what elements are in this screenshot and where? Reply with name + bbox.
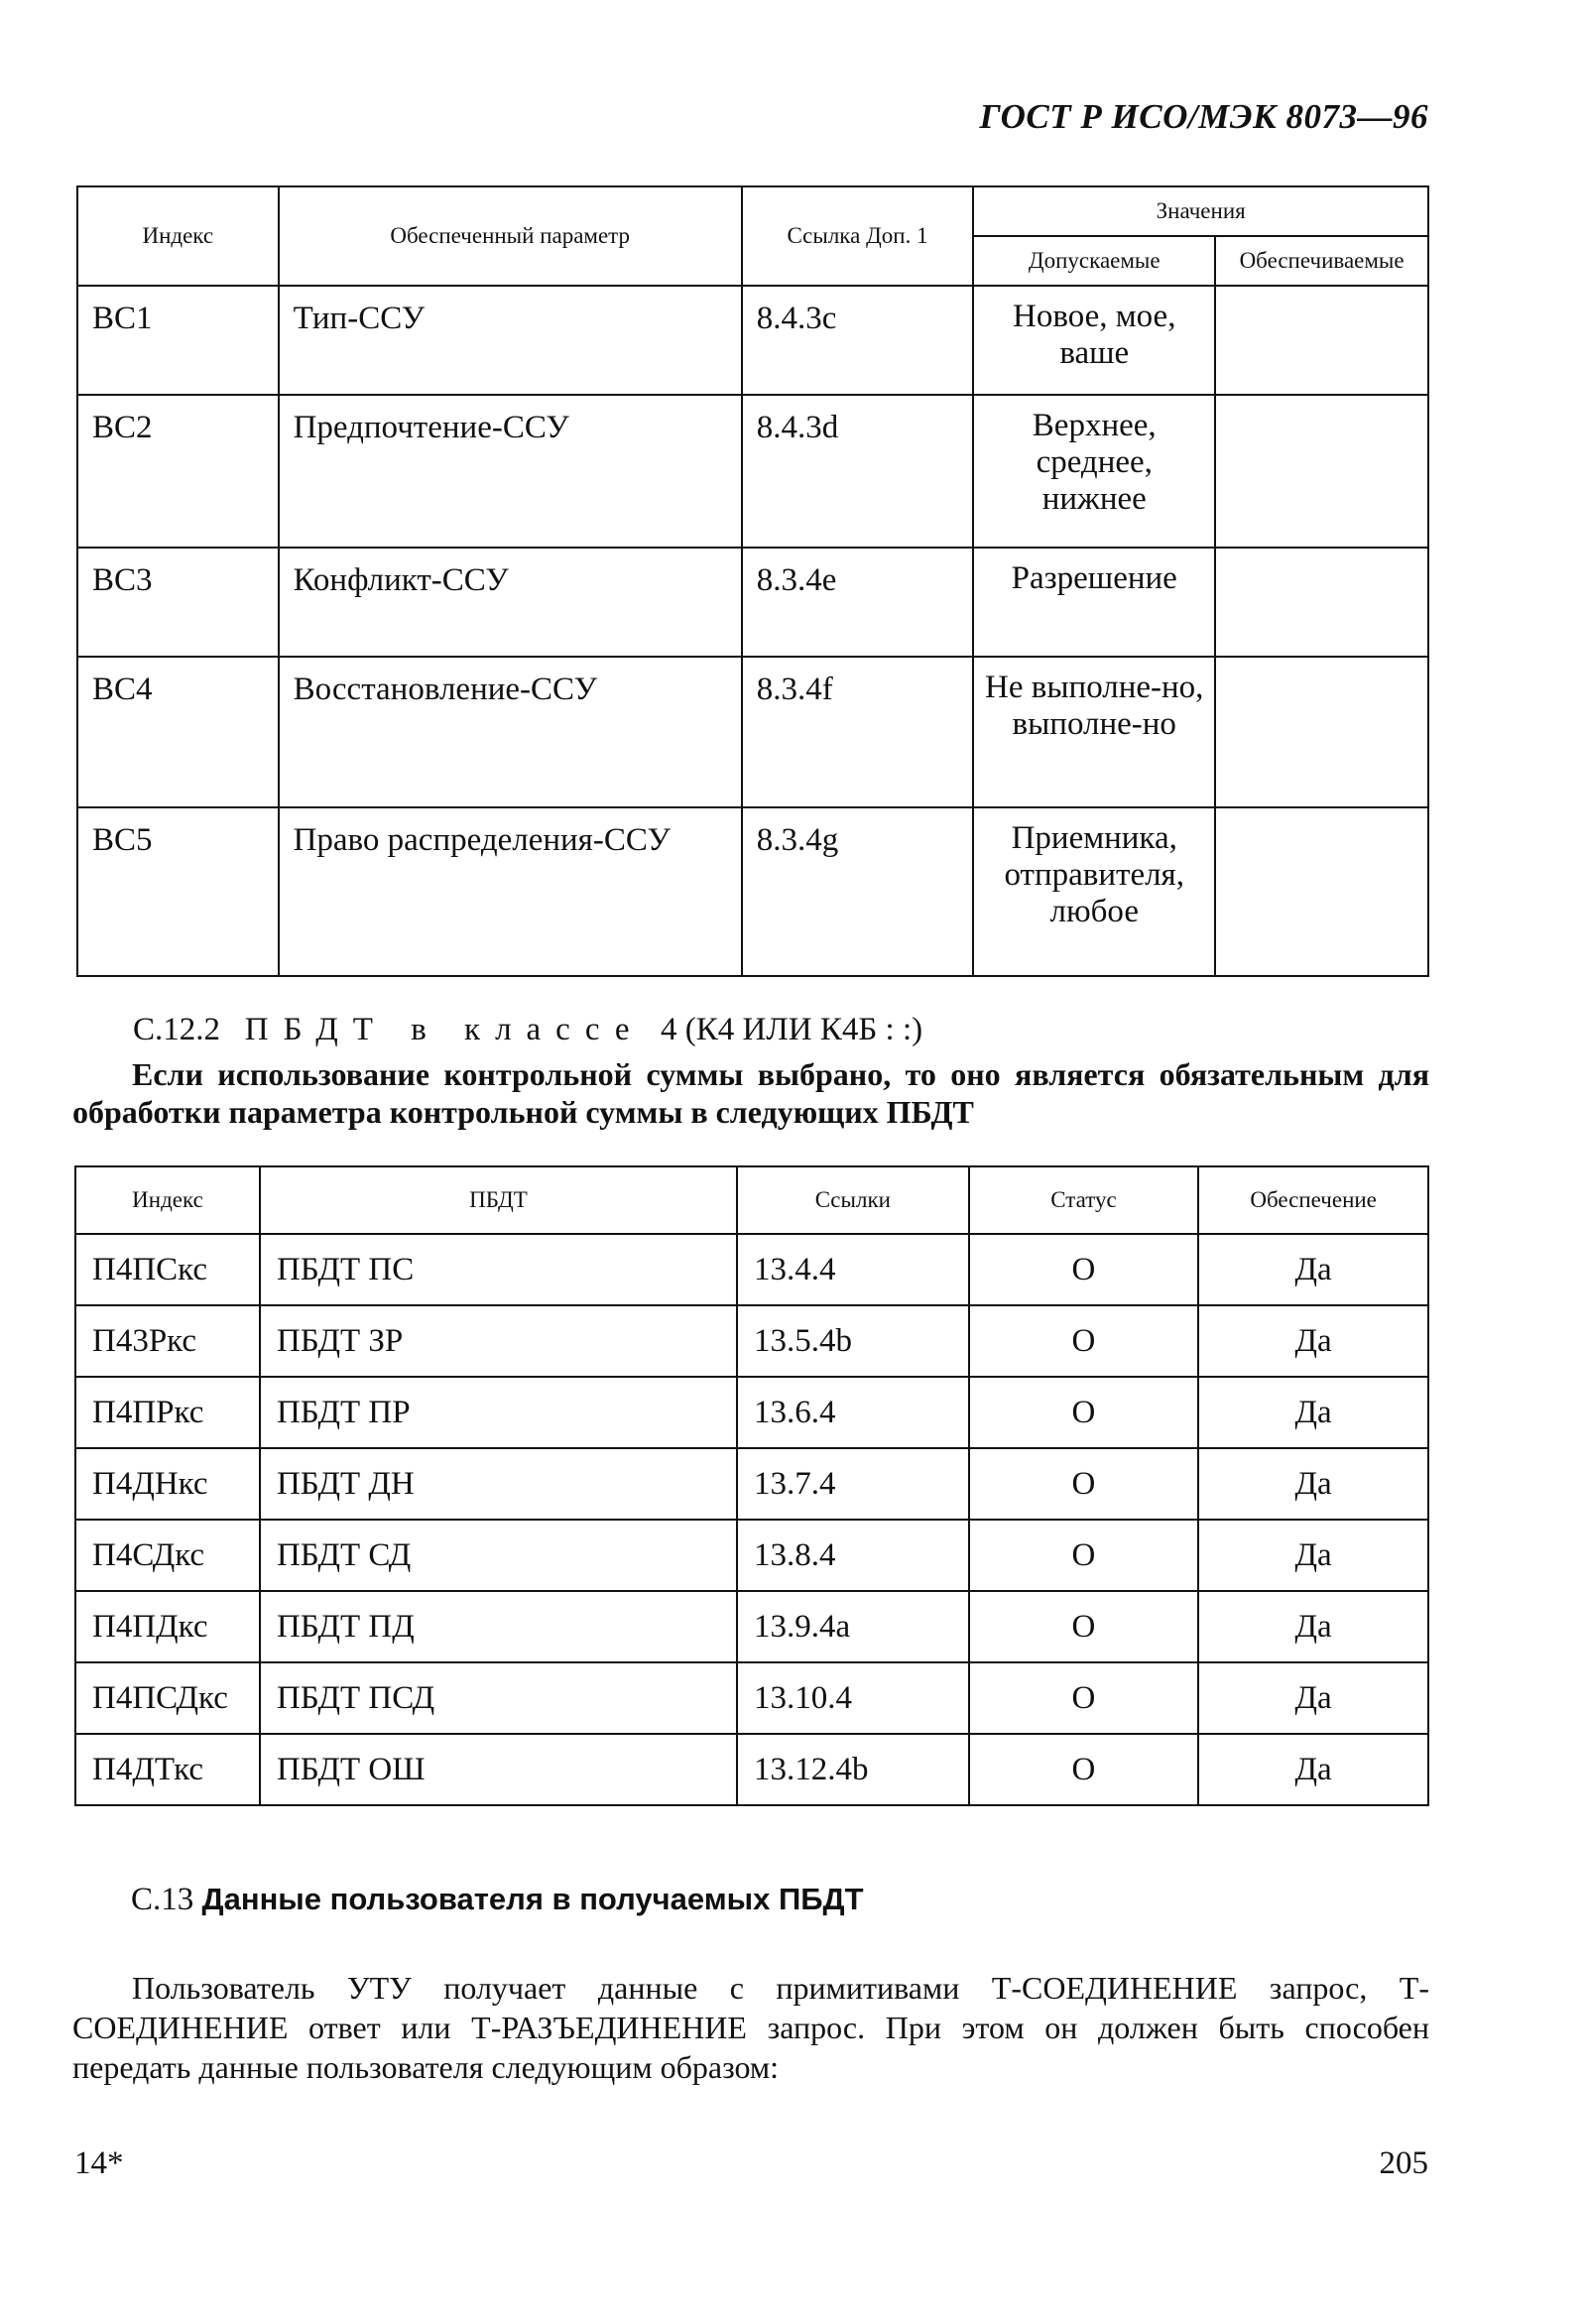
- header-refs: Ссылки: [737, 1166, 969, 1234]
- header-allowed: Допускаемые: [973, 236, 1215, 286]
- cell-allowed: Новое, мое, ваше: [973, 286, 1215, 395]
- header-param: Обеспеченный параметр: [279, 186, 742, 286]
- cell-status: О: [969, 1591, 1199, 1662]
- header-values: Значения: [973, 186, 1428, 236]
- table-row: [77, 807, 1428, 976]
- cell-allowed: Приемника, отправителя, любое: [973, 807, 1215, 976]
- cell-ref: 13.4.4: [737, 1234, 969, 1305]
- cell-param: Восстановление-ССУ: [279, 657, 742, 807]
- cell-param: Конфликт-ССУ: [279, 548, 742, 657]
- cell-ref: 13.5.4b: [737, 1305, 969, 1377]
- section-13-title: [131, 1882, 864, 1918]
- cell-ref: 13.10.4: [737, 1662, 969, 1734]
- cell-allowed: Не выполне-но, выполне-но: [973, 657, 1215, 807]
- cell-status: О: [969, 1662, 1199, 1734]
- section-number: С.13: [131, 1882, 194, 1917]
- cell-pbdt: ПБДТ ПР: [260, 1377, 737, 1448]
- page-header: ГОСТ Р ИСО/МЭК 8073—96: [979, 97, 1428, 136]
- header-provided: Обеспечиваемые: [1215, 236, 1428, 286]
- cell-param: Право распределения-ССУ: [279, 807, 742, 976]
- header-provision: Обеспечение: [1198, 1166, 1428, 1234]
- table-row: [75, 1305, 1428, 1377]
- section-title: Данные пользователя в получаемых ПБДТ: [201, 1882, 864, 1916]
- cell-provision: Да: [1198, 1448, 1428, 1520]
- cell-pbdt: ПБДТ ПСД: [260, 1662, 737, 1734]
- cell-status: О: [969, 1520, 1199, 1591]
- table-row: [77, 395, 1428, 548]
- cell-index: П4ДТкс: [75, 1734, 260, 1805]
- cell-index: П4ПСДкс: [75, 1662, 260, 1734]
- cell-ref: 13.7.4: [737, 1448, 969, 1520]
- cell-pbdt: ПБДТ СД: [260, 1520, 737, 1591]
- cell-provided: [1215, 395, 1428, 548]
- cell-index: П43Ркс: [75, 1305, 260, 1377]
- cell-pbdt: ПБДТ ПД: [260, 1591, 737, 1662]
- section-12-2-title: [133, 1012, 922, 1048]
- header-index: Индекс: [75, 1166, 260, 1234]
- cell-index: BC3: [77, 548, 279, 657]
- cell-status: О: [969, 1448, 1199, 1520]
- cell-allowed: Верхнее, среднее, нижнее: [973, 395, 1215, 548]
- section-title-spaced: ПБДТ в классе: [244, 1012, 645, 1047]
- cell-ref: 8.4.3c: [742, 286, 974, 395]
- table-row: [77, 657, 1428, 807]
- cell-ref: 13.9.4a: [737, 1591, 969, 1662]
- table-row: [75, 1377, 1428, 1448]
- cell-pbdt: ПБДТ ДН: [260, 1448, 737, 1520]
- cell-ref: 8.3.4f: [742, 657, 974, 807]
- cell-provision: Да: [1198, 1377, 1428, 1448]
- table-row: [75, 1591, 1428, 1662]
- cell-ref: 8.3.4g: [742, 807, 974, 976]
- table-row: [77, 286, 1428, 395]
- section-12-2-text: Если использование контрольной суммы выбрано, то оно является обязательным для обработки параметра контрольной суммы в следующих ПБДТ: [72, 1056, 1429, 1130]
- cell-param: Тип-ССУ: [279, 286, 742, 395]
- cell-ref: 13.6.4: [737, 1377, 969, 1448]
- cell-ref: 8.4.3d: [742, 395, 974, 548]
- cell-ref: 13.12.4b: [737, 1734, 969, 1805]
- cell-provision: Да: [1198, 1305, 1428, 1377]
- header-pbdt: ПБДТ: [260, 1166, 737, 1234]
- cell-provision: Да: [1198, 1662, 1428, 1734]
- cell-status: О: [969, 1234, 1199, 1305]
- page-number: 205: [1379, 2145, 1428, 2181]
- cell-provided: [1215, 548, 1428, 657]
- cell-provision: Да: [1198, 1734, 1428, 1805]
- cell-pbdt: ПБДТ ПС: [260, 1234, 737, 1305]
- pbdt-table: [74, 1165, 1429, 1806]
- cell-status: О: [969, 1305, 1199, 1377]
- parameters-table: [76, 185, 1429, 977]
- cell-index: BC5: [77, 807, 279, 976]
- cell-provision: Да: [1198, 1520, 1428, 1591]
- cell-index: П4СДкс: [75, 1520, 260, 1591]
- header-status: Статус: [969, 1166, 1199, 1234]
- footer-signature: 14*: [74, 2145, 124, 2181]
- cell-index: BC4: [77, 657, 279, 807]
- table-row: [75, 1520, 1428, 1591]
- cell-param: Предпочтение-ССУ: [279, 395, 742, 548]
- header-index: Индекс: [77, 186, 279, 286]
- cell-provided: [1215, 657, 1428, 807]
- table-row: [75, 1662, 1428, 1734]
- header-ref: Ссылка Доп. 1: [742, 186, 974, 286]
- table-row: [75, 1448, 1428, 1520]
- cell-index: П4ПДкс: [75, 1591, 260, 1662]
- cell-ref: 8.3.4e: [742, 548, 974, 657]
- cell-pbdt: ПБДТ ОШ: [260, 1734, 737, 1805]
- cell-provision: Да: [1198, 1591, 1428, 1662]
- cell-allowed: Разрешение: [973, 548, 1215, 657]
- cell-status: О: [969, 1734, 1199, 1805]
- cell-index: BC2: [77, 395, 279, 548]
- section-title-rest: 4 (К4 ИЛИ К4Б : :): [661, 1012, 923, 1047]
- table-row: [77, 548, 1428, 657]
- cell-index: BC1: [77, 286, 279, 395]
- cell-provision: Да: [1198, 1234, 1428, 1305]
- cell-provided: [1215, 286, 1428, 395]
- table-row: [75, 1234, 1428, 1305]
- section-13-text: Пользователь УТУ получает данные с примитивами Т-СОЕДИНЕНИЕ запрос, Т-СОЕДИНЕНИЕ ответ или Т-РАЗЪЕДИНЕНИЕ запрос. При этом он должен быть способен передать данные пользователя следующим образом:: [72, 1970, 1429, 2085]
- cell-pbdt: ПБДТ ЗР: [260, 1305, 737, 1377]
- cell-ref: 13.8.4: [737, 1520, 969, 1591]
- cell-provided: [1215, 807, 1428, 976]
- cell-index: П4ПСкс: [75, 1234, 260, 1305]
- cell-index: П4ДНкс: [75, 1448, 260, 1520]
- table-row: [75, 1734, 1428, 1805]
- section-number: С.12.2: [133, 1012, 221, 1047]
- cell-status: О: [969, 1377, 1199, 1448]
- cell-index: П4ПРкс: [75, 1377, 260, 1448]
